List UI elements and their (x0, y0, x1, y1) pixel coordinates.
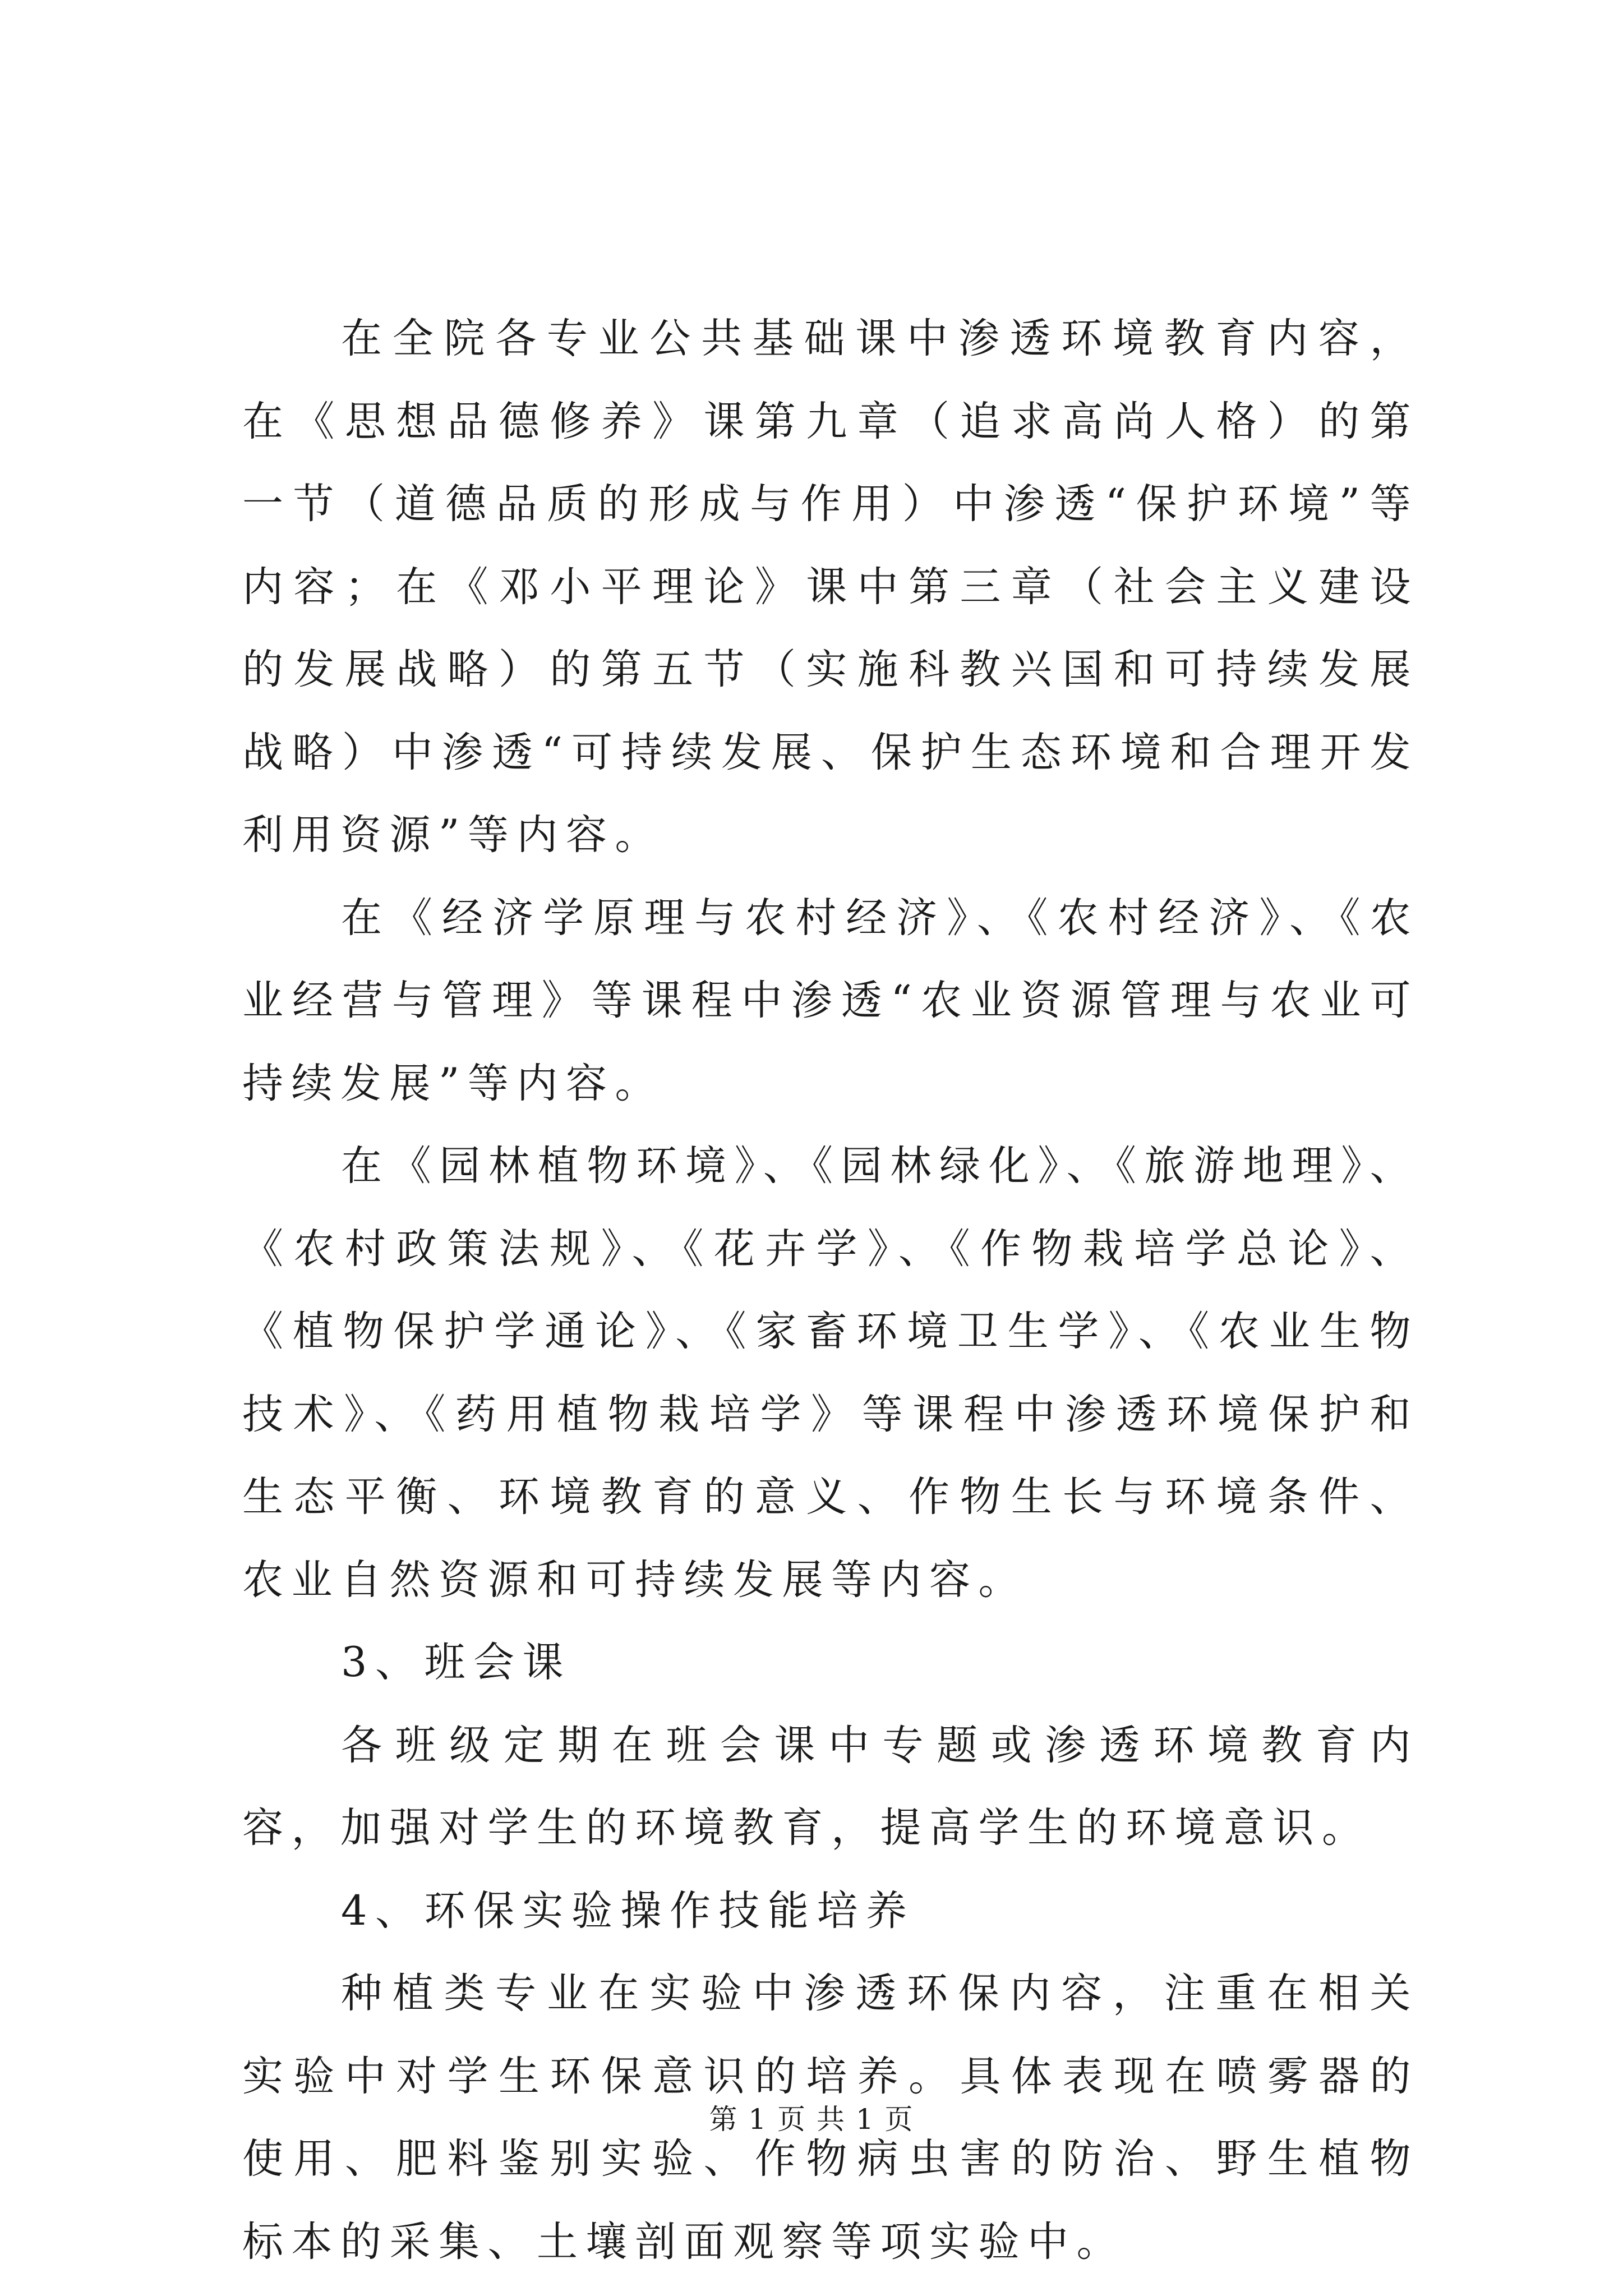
section-heading-lab-skills: 4、环保实验操作技能培养 (341, 1887, 915, 1935)
paragraph-lab-skills: 种植类专业在实验中渗透环保内容，注重在相关实验中对学生环保意识的培养。具体表现在喷雾器的使用、肥料鉴别实验、作物病虫害的防治、野生植物标本的采集、土壤剖面观察等项实验中。 (242, 1970, 1419, 2266)
document-body (242, 297, 1419, 2283)
section-heading-class-meeting: 3、班会课 (341, 1639, 571, 1686)
paragraph-specialty-courses: 在《园林植物环境》、《园林绿化》、《旅游地理》、《农村政策法规》、《花卉学》、《作物栽培学总论》、《植物保护学通论》、《家畜环境卫生学》、《农业生物技术》、《药用植物栽培学》等课程中渗透环境保护和生态平衡、环境教育的意义、作物生长与环境条件、农业自然资源和可持续发展等内容。 (242, 1142, 1419, 1604)
page-footer: 第 1 页 共 1 页 (709, 2103, 914, 2136)
paragraph-economics-courses: 在《经济学原理与农村经济》、《农村经济》、《农业经营与管理》等课程中渗透“农业资源管理与农业可持续发展”等内容。 (242, 894, 1419, 1107)
paragraph-class-meeting: 各班级定期在班会课中专题或渗透环境教育内容，加强对学生的环境教育，提高学生的环境意识。 (242, 1721, 1419, 1852)
paragraph-public-courses: 在全院各专业公共基础课中渗透环境教育内容，在《思想品德修养》课第九章（追求高尚人格）的第一节（道德品质的形成与作用）中渗透“保护环境”等内容；在《邓小平理论》课中第三章（社会主义建设的发展战略）的第五节（实施科教兴国和可持续发展战略）中渗透“可持续发展、保护生态环境和合理开发利用资源”等内容。 (242, 315, 1419, 859)
